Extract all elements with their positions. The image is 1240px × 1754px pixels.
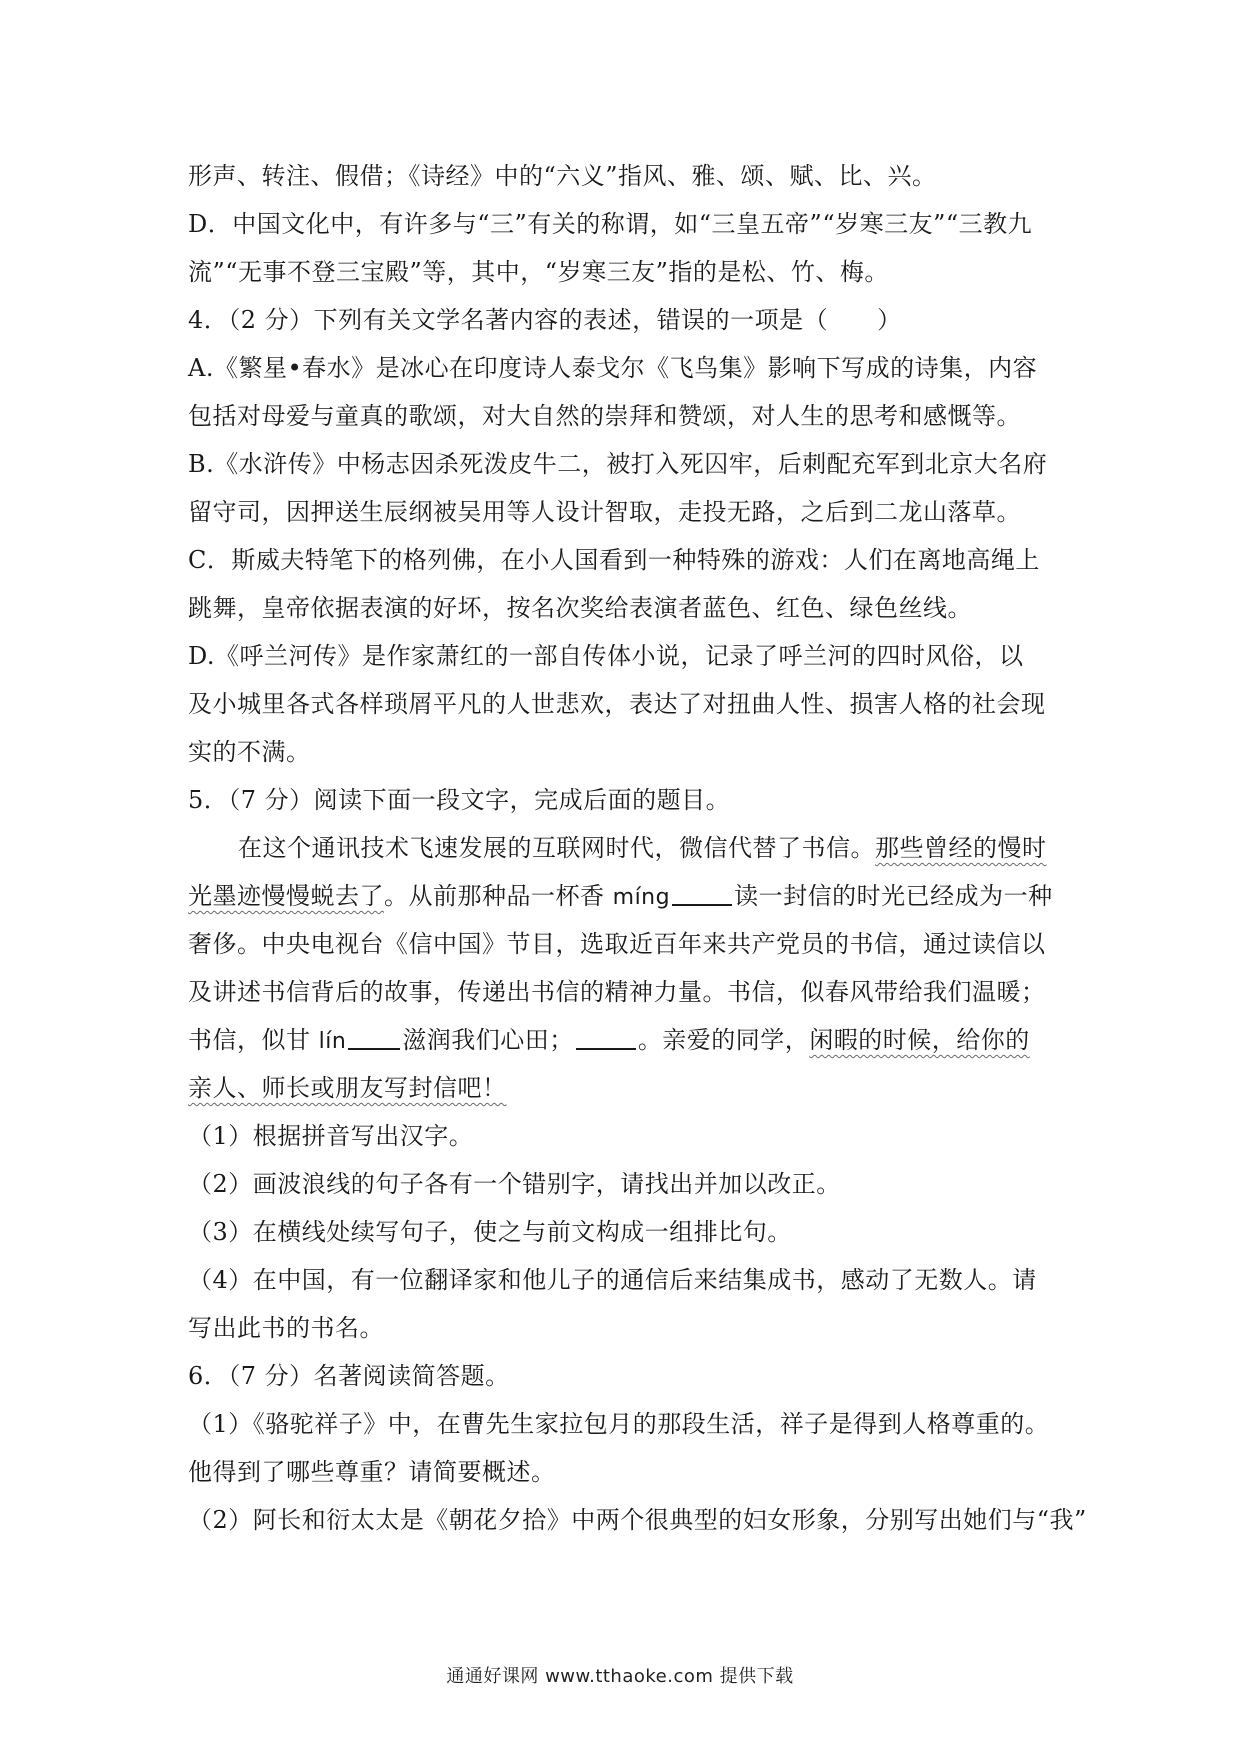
text-line: 流”“无事不登三宝殿”等，其中，“岁寒三友”指的是松、竹、梅。 — [188, 258, 889, 286]
page-footer: 通通好课网 www.tthaoke.com 提供下载 — [446, 1666, 794, 1687]
passage-text: 滋润我们心田； — [402, 1026, 574, 1054]
wavy-sentence-2-cont: 亲人、师长或朋友写封信吧！ — [188, 1074, 507, 1102]
wavy-sentence-1-cont: 光墨迹慢慢蜕去了 — [188, 882, 384, 910]
pinyin-ming: míng — [612, 885, 671, 910]
text-line: 跳舞，皇帝依据表演的好坏，按名次奖给表演者蓝色、红色、绿色丝线。 — [188, 594, 972, 622]
sub-question-2: （2）画波浪线的句子各有一个错别字，请找出并加以改正。 — [188, 1170, 841, 1198]
question-5-title: 5．（7 分）阅读下面一段文字，完成后面的题目。 — [188, 786, 731, 814]
passage-line — [188, 1064, 1058, 1112]
passage-line — [188, 1016, 1058, 1064]
page-content — [188, 152, 1087, 1544]
option-c-line: C．斯威夫特笔下的格列佛，在小人国看到一种特殊的游戏：人们在离地高绳上 — [188, 546, 1040, 574]
sub-question-6-2: （2）阿长和衍太太是《朝花夕拾》中两个很典型的妇女形象，分别写出她们与“我” — [188, 1506, 1087, 1534]
fill-blank-2[interactable] — [348, 1018, 400, 1050]
passage-text: 。从前那种品一杯香 — [384, 882, 613, 910]
wavy-sentence-2: 闲暇的时候，给你的 — [809, 1026, 1030, 1054]
passage-text: 读一封信的时光已经成为一种 — [734, 882, 1053, 910]
passage-line: 及讲述书信背后的故事，传递出书信的精神力量。书信，似春风带给我们温暖； — [188, 978, 1046, 1006]
passage-line: 奢侈。中央电视台《信中国》节目，选取近百年来共产党员的书信，通过读信以 — [188, 930, 1046, 958]
question-6-title: 6．（7 分）名著阅读简答题。 — [188, 1362, 510, 1390]
text-line: 形声、转注、假借；《诗经》中的“六义”指风、雅、颂、赋、比、兴。 — [188, 162, 937, 190]
text-line: 留守司，因押送生辰纲被吴用等人设计智取，走投无路，之后到二龙山落草。 — [188, 498, 1021, 526]
option-a-line: A.《繁星•春水》是冰心在印度诗人泰戈尔《飞鸟集》影响下写成的诗集，内容 — [188, 354, 1038, 382]
text-line: 实的不满。 — [188, 738, 311, 766]
text-line: 写出此书的书名。 — [188, 1314, 384, 1342]
sub-question-4: （4）在中国，有一位翻译家和他儿子的通信后来结集成书，感动了无数人。请 — [188, 1266, 1037, 1294]
option-b-line: B.《水浒传》中杨志因杀死泼皮牛二，被打入死囚牢，后刺配充军到北京大名府 — [188, 450, 1048, 478]
passage-line — [188, 824, 1058, 872]
passage-text: 。亲爱的同学， — [637, 1026, 810, 1054]
passage-text: 在这个通讯技术飞速发展的互联网时代，微信代替了书信。 — [238, 834, 875, 862]
fill-blank-3[interactable] — [576, 1018, 636, 1050]
passage-line — [188, 872, 1058, 920]
sub-question-3: （3）在横线处续写句子，使之与前文构成一组排比句。 — [188, 1218, 792, 1246]
sub-question-1: （1）根据拼音写出汉字。 — [188, 1122, 474, 1150]
text-line: 他得到了哪些尊重？请简要概述。 — [188, 1458, 556, 1486]
passage-text: 书信，似甘 — [188, 1026, 319, 1054]
text-line: 包括对母爱与童真的歌颂，对大自然的崇拜和赞颂，对人生的思考和感慨等。 — [188, 402, 1021, 430]
sub-question-6-1: （1）《骆驼祥子》中，在曹先生家拉包月的那段生活，祥子是得到人格尊重的。 — [188, 1410, 1050, 1438]
text-line: 及小城里各式各样琐屑平凡的人世悲欢，表达了对扭曲人性、损害人格的社会现 — [188, 690, 1046, 718]
text-line: D．中国文化中，有许多与“三”有关的称谓，如“三皇五帝”“岁寒三友”“三教九 — [188, 210, 1033, 238]
option-d-line: D.《呼兰河传》是作家萧红的一部自传体小说，记录了呼兰河的四时风俗，以 — [188, 642, 1024, 670]
pinyin-lin: lín — [318, 1029, 347, 1054]
wavy-sentence-1: 那些曾经的慢时 — [875, 834, 1047, 862]
fill-blank-1[interactable] — [672, 874, 732, 906]
question-4-title: 4．（2 分）下列有关文学名著内容的表述，错误的一项是（ ） — [188, 306, 902, 334]
